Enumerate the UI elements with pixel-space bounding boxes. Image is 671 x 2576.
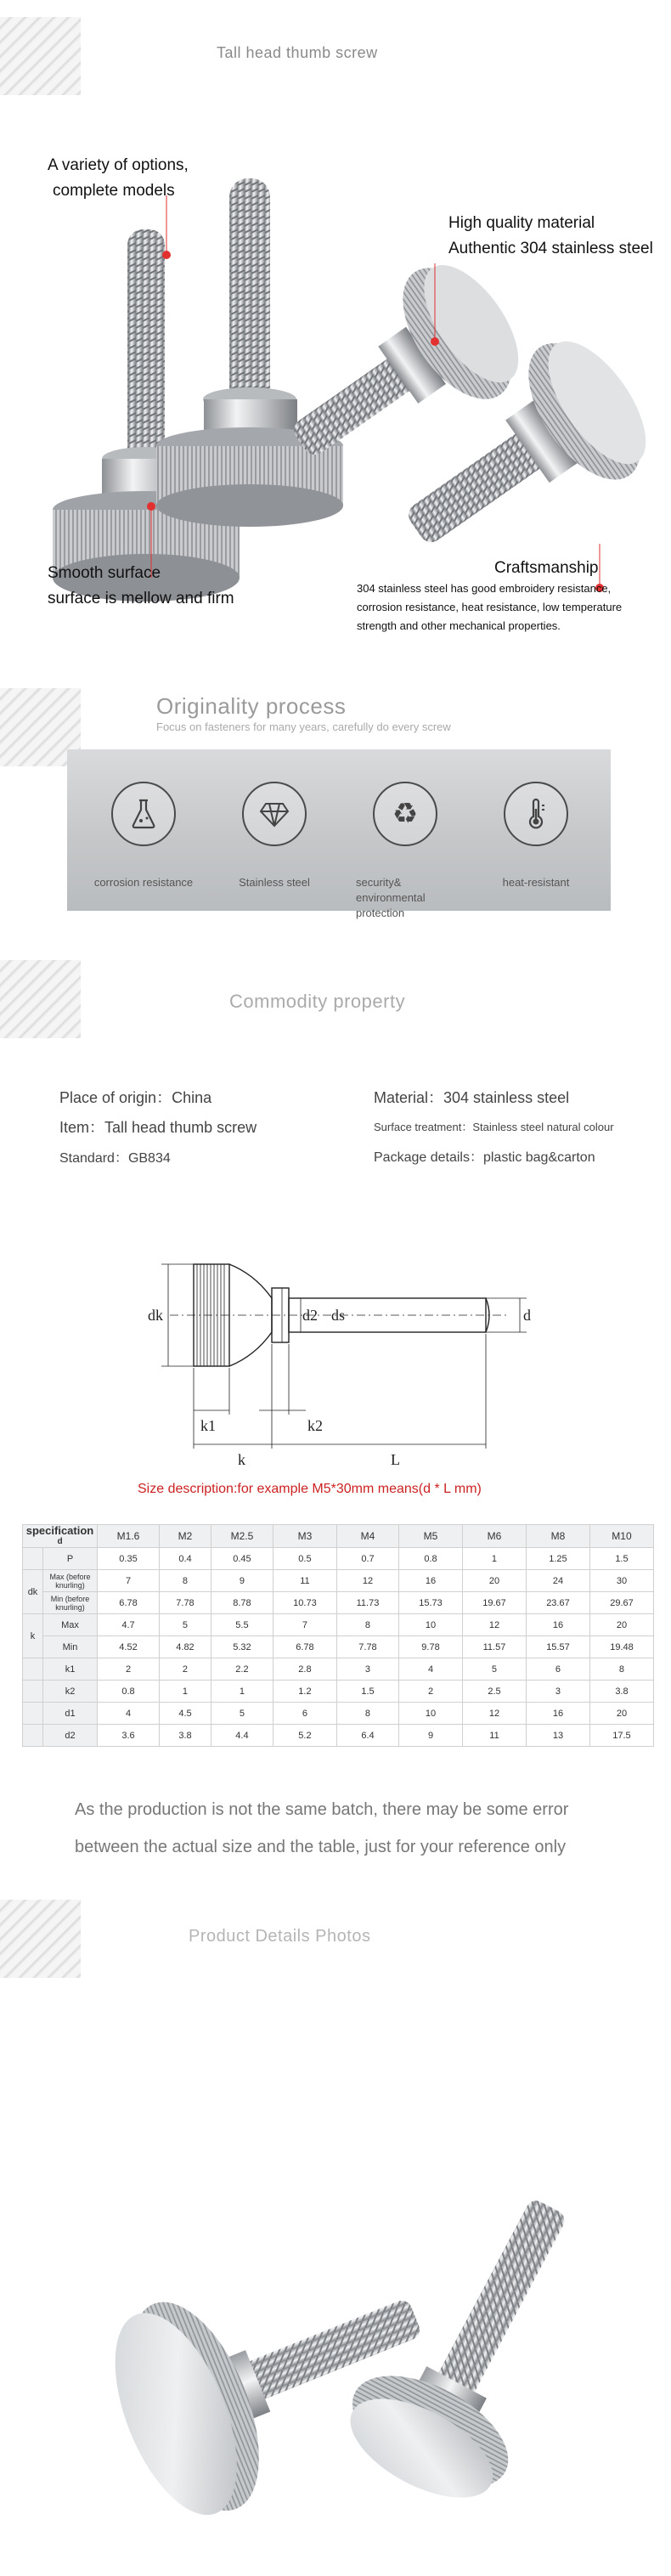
prop-standard: Standard：GB834 [59,1151,171,1166]
table-cell: 3 [526,1681,589,1703]
details-title: Product Details Photos [189,1927,371,1946]
label-k1: k1 [200,1417,216,1434]
technical-drawing [136,1249,561,1470]
label-dk: dk [148,1307,163,1324]
table-cell: 5.5 [211,1614,273,1636]
table-cell: 19.48 [589,1636,653,1658]
table-cell: 20 [589,1703,653,1725]
feature-stainless: Stainless steel [215,782,334,890]
table-cell: 0.4 [160,1548,211,1570]
table-cell: 3 [336,1658,398,1681]
table-cell: 7.78 [160,1592,211,1614]
table-cell: 5.32 [211,1636,273,1658]
prop-place: Place of origin：China [59,1089,212,1106]
size-caption: Size description:for example M5*30mm means(d * L mm) [138,1482,482,1496]
table-cell: 30 [589,1570,653,1592]
originality-title: Originality process [156,693,347,719]
table-cell: 0.45 [211,1548,273,1570]
feature-corrosion: corrosion resistance [84,782,203,890]
table-cell: 3.8 [160,1725,211,1747]
table-cell: 3.8 [589,1681,653,1703]
table-cell: 4.4 [211,1725,273,1747]
flask-icon [111,782,176,846]
row-group-label: k [23,1614,43,1658]
row-label: d2 [43,1725,98,1747]
page-title: Tall head thumb screw [217,44,378,61]
table-cell: 9.78 [399,1636,463,1658]
table-cell: 1 [463,1548,527,1570]
table-cell: 6 [526,1658,589,1681]
size-header: M2.5 [211,1525,273,1548]
row-label: k2 [43,1681,98,1703]
table-cell: 20 [463,1570,527,1592]
table-cell: 10.73 [273,1592,336,1614]
table-cell: 9 [399,1725,463,1747]
row-label: Min [43,1636,98,1658]
table-cell: 4 [399,1658,463,1681]
table-cell: 6.78 [98,1592,160,1614]
table-cell: 5 [160,1614,211,1636]
table-cell: 5 [211,1703,273,1725]
table-cell: 6.78 [273,1636,336,1658]
table-row [23,1658,654,1681]
table-row [23,1725,654,1747]
table-row [23,1703,654,1725]
row-label: P [43,1548,98,1570]
table-cell: 2.8 [273,1658,336,1681]
craft-title: Craftsmanship [494,559,599,577]
table-row [23,1681,654,1703]
table-cell: 6.4 [336,1725,398,1747]
table-cell: 2 [98,1658,160,1681]
screw-2 [156,178,343,527]
table-cell: 4 [98,1703,160,1725]
row-group-empty [23,1681,43,1703]
row-group-empty [23,1703,43,1725]
row-label: Max (before knurling) [43,1570,98,1592]
table-cell: 7 [98,1570,160,1592]
size-header: M3 [273,1525,336,1548]
size-header: M4 [336,1525,398,1548]
table-cell: 8.78 [211,1592,273,1614]
features-band [67,749,611,919]
table-cell: 15.57 [526,1636,589,1658]
table-cell: 5 [463,1658,527,1681]
table-cell: 0.7 [336,1548,398,1570]
table-cell: 16 [526,1703,589,1725]
photo-screw-front [89,2215,457,2535]
thermometer-icon [504,782,568,846]
size-header: M6 [463,1525,527,1548]
table-row [23,1614,654,1636]
label-k: k [238,1451,245,1468]
size-header: M2 [160,1525,211,1548]
table-row [23,1636,654,1658]
table-cell: 29.67 [589,1592,653,1614]
table-cell: 24 [526,1570,589,1592]
table-cell: 2 [160,1658,211,1681]
table-cell: 8 [336,1614,398,1636]
table-cell: 2 [399,1681,463,1703]
row-label: Max [43,1614,98,1636]
table-cell: 4.52 [98,1636,160,1658]
spec-header-cell: specification d [23,1525,98,1548]
label-k2: k2 [307,1417,323,1434]
table-cell: 1.25 [526,1548,589,1570]
table-cell: 0.8 [98,1681,160,1703]
decorative-stripe [0,960,81,1038]
table-cell: 11.73 [336,1592,398,1614]
row-label: d1 [43,1703,98,1725]
row-group-label: dk [23,1570,43,1614]
table-cell: 6 [273,1703,336,1725]
prop-material: Material：304 stainless steel [374,1089,570,1106]
table-cell: 4.82 [160,1636,211,1658]
table-cell: 23.67 [526,1592,589,1614]
table-cell: 1.5 [589,1548,653,1570]
table-cell: 12 [463,1703,527,1725]
product-photo [0,2183,671,2557]
size-header: M10 [589,1525,653,1548]
label-L: L [391,1451,400,1468]
table-cell: 2.2 [211,1658,273,1681]
callout-options: A variety of options, complete models [48,156,189,200]
table-cell: 10 [399,1614,463,1636]
row-group-empty [23,1548,43,1570]
table-cell: 7.78 [336,1636,398,1658]
recycle-icon: ♻ [373,782,437,846]
label-d: d [523,1307,531,1324]
size-header: M8 [526,1525,589,1548]
table-cell: 1 [211,1681,273,1703]
feature-environment: ♻ security& environmental protection [346,782,465,921]
decorative-stripe [0,1900,81,1978]
table-header-row [23,1525,654,1548]
table-cell: 1 [160,1681,211,1703]
table-row [23,1548,654,1570]
table-cell: 0.5 [273,1548,336,1570]
callout-smooth: Smooth surface surface is mellow and firm [48,564,234,607]
commodity-title: Commodity property [229,991,406,1012]
table-cell: 11 [463,1725,527,1747]
table-cell: 15.73 [399,1592,463,1614]
size-header: M1.6 [98,1525,160,1548]
table-cell: 19.67 [463,1592,527,1614]
row-label: Min (before knurling) [43,1592,98,1614]
feature-heat: heat-resistant [476,782,595,890]
size-header: M5 [399,1525,463,1548]
table-cell: 4.7 [98,1614,160,1636]
table-cell: 12 [463,1614,527,1636]
diamond-icon [242,782,307,846]
table-cell: 3.6 [98,1725,160,1747]
table-cell: 9 [211,1570,273,1592]
callout-dot-material [431,337,439,346]
table-cell: 8 [160,1570,211,1592]
table-cell: 13 [526,1725,589,1747]
table-cell: 11 [273,1570,336,1592]
table-cell: 1.5 [336,1681,398,1703]
row-group-empty [23,1658,43,1681]
table-row [23,1570,654,1592]
table-cell: 11.57 [463,1636,527,1658]
table-cell: 16 [399,1570,463,1592]
prop-surface: Surface treatment：Stainless steel natural colour [374,1121,614,1133]
table-cell: 1.2 [273,1681,336,1703]
callout-dot-options [162,251,171,259]
table-cell: 5.2 [273,1725,336,1747]
prop-package: Package details：plastic bag&carton [374,1150,595,1165]
row-label: k1 [43,1658,98,1681]
originality-subtitle: Focus on fasteners for many years, carefully do every screw [156,720,451,733]
table-cell: 10 [399,1703,463,1725]
table-cell: 8 [589,1658,653,1681]
spec-table [22,1524,654,1747]
table-note: As the production is not the same batch, there may be some error between the actual size and the table, just for your reference only [75,1800,569,1856]
decorative-stripe [0,17,81,95]
table-cell: 0.8 [399,1548,463,1570]
table-cell: 16 [526,1614,589,1636]
table-cell: 17.5 [589,1725,653,1747]
table-cell: 2.5 [463,1681,527,1703]
label-d2: d2 [302,1307,318,1324]
craft-text: 304 stainless steel has good embroidery resistance, corrosion resistance, heat resistance, low temperature strength and other mechanical properties. [357,582,623,632]
prop-item: Item：Tall head thumb screw [59,1119,257,1136]
label-ds: ds [331,1307,346,1324]
table-row [23,1592,654,1614]
table-cell: 20 [589,1614,653,1636]
row-group-empty [23,1725,43,1747]
table-cell: 4.5 [160,1703,211,1725]
callout-dot-smooth [147,502,155,511]
table-cell: 12 [336,1570,398,1592]
table-cell: 7 [273,1614,336,1636]
callout-material: High quality material Authentic 304 stainless steel [448,214,653,257]
table-cell: 8 [336,1703,398,1725]
table-cell: 0.35 [98,1548,160,1570]
